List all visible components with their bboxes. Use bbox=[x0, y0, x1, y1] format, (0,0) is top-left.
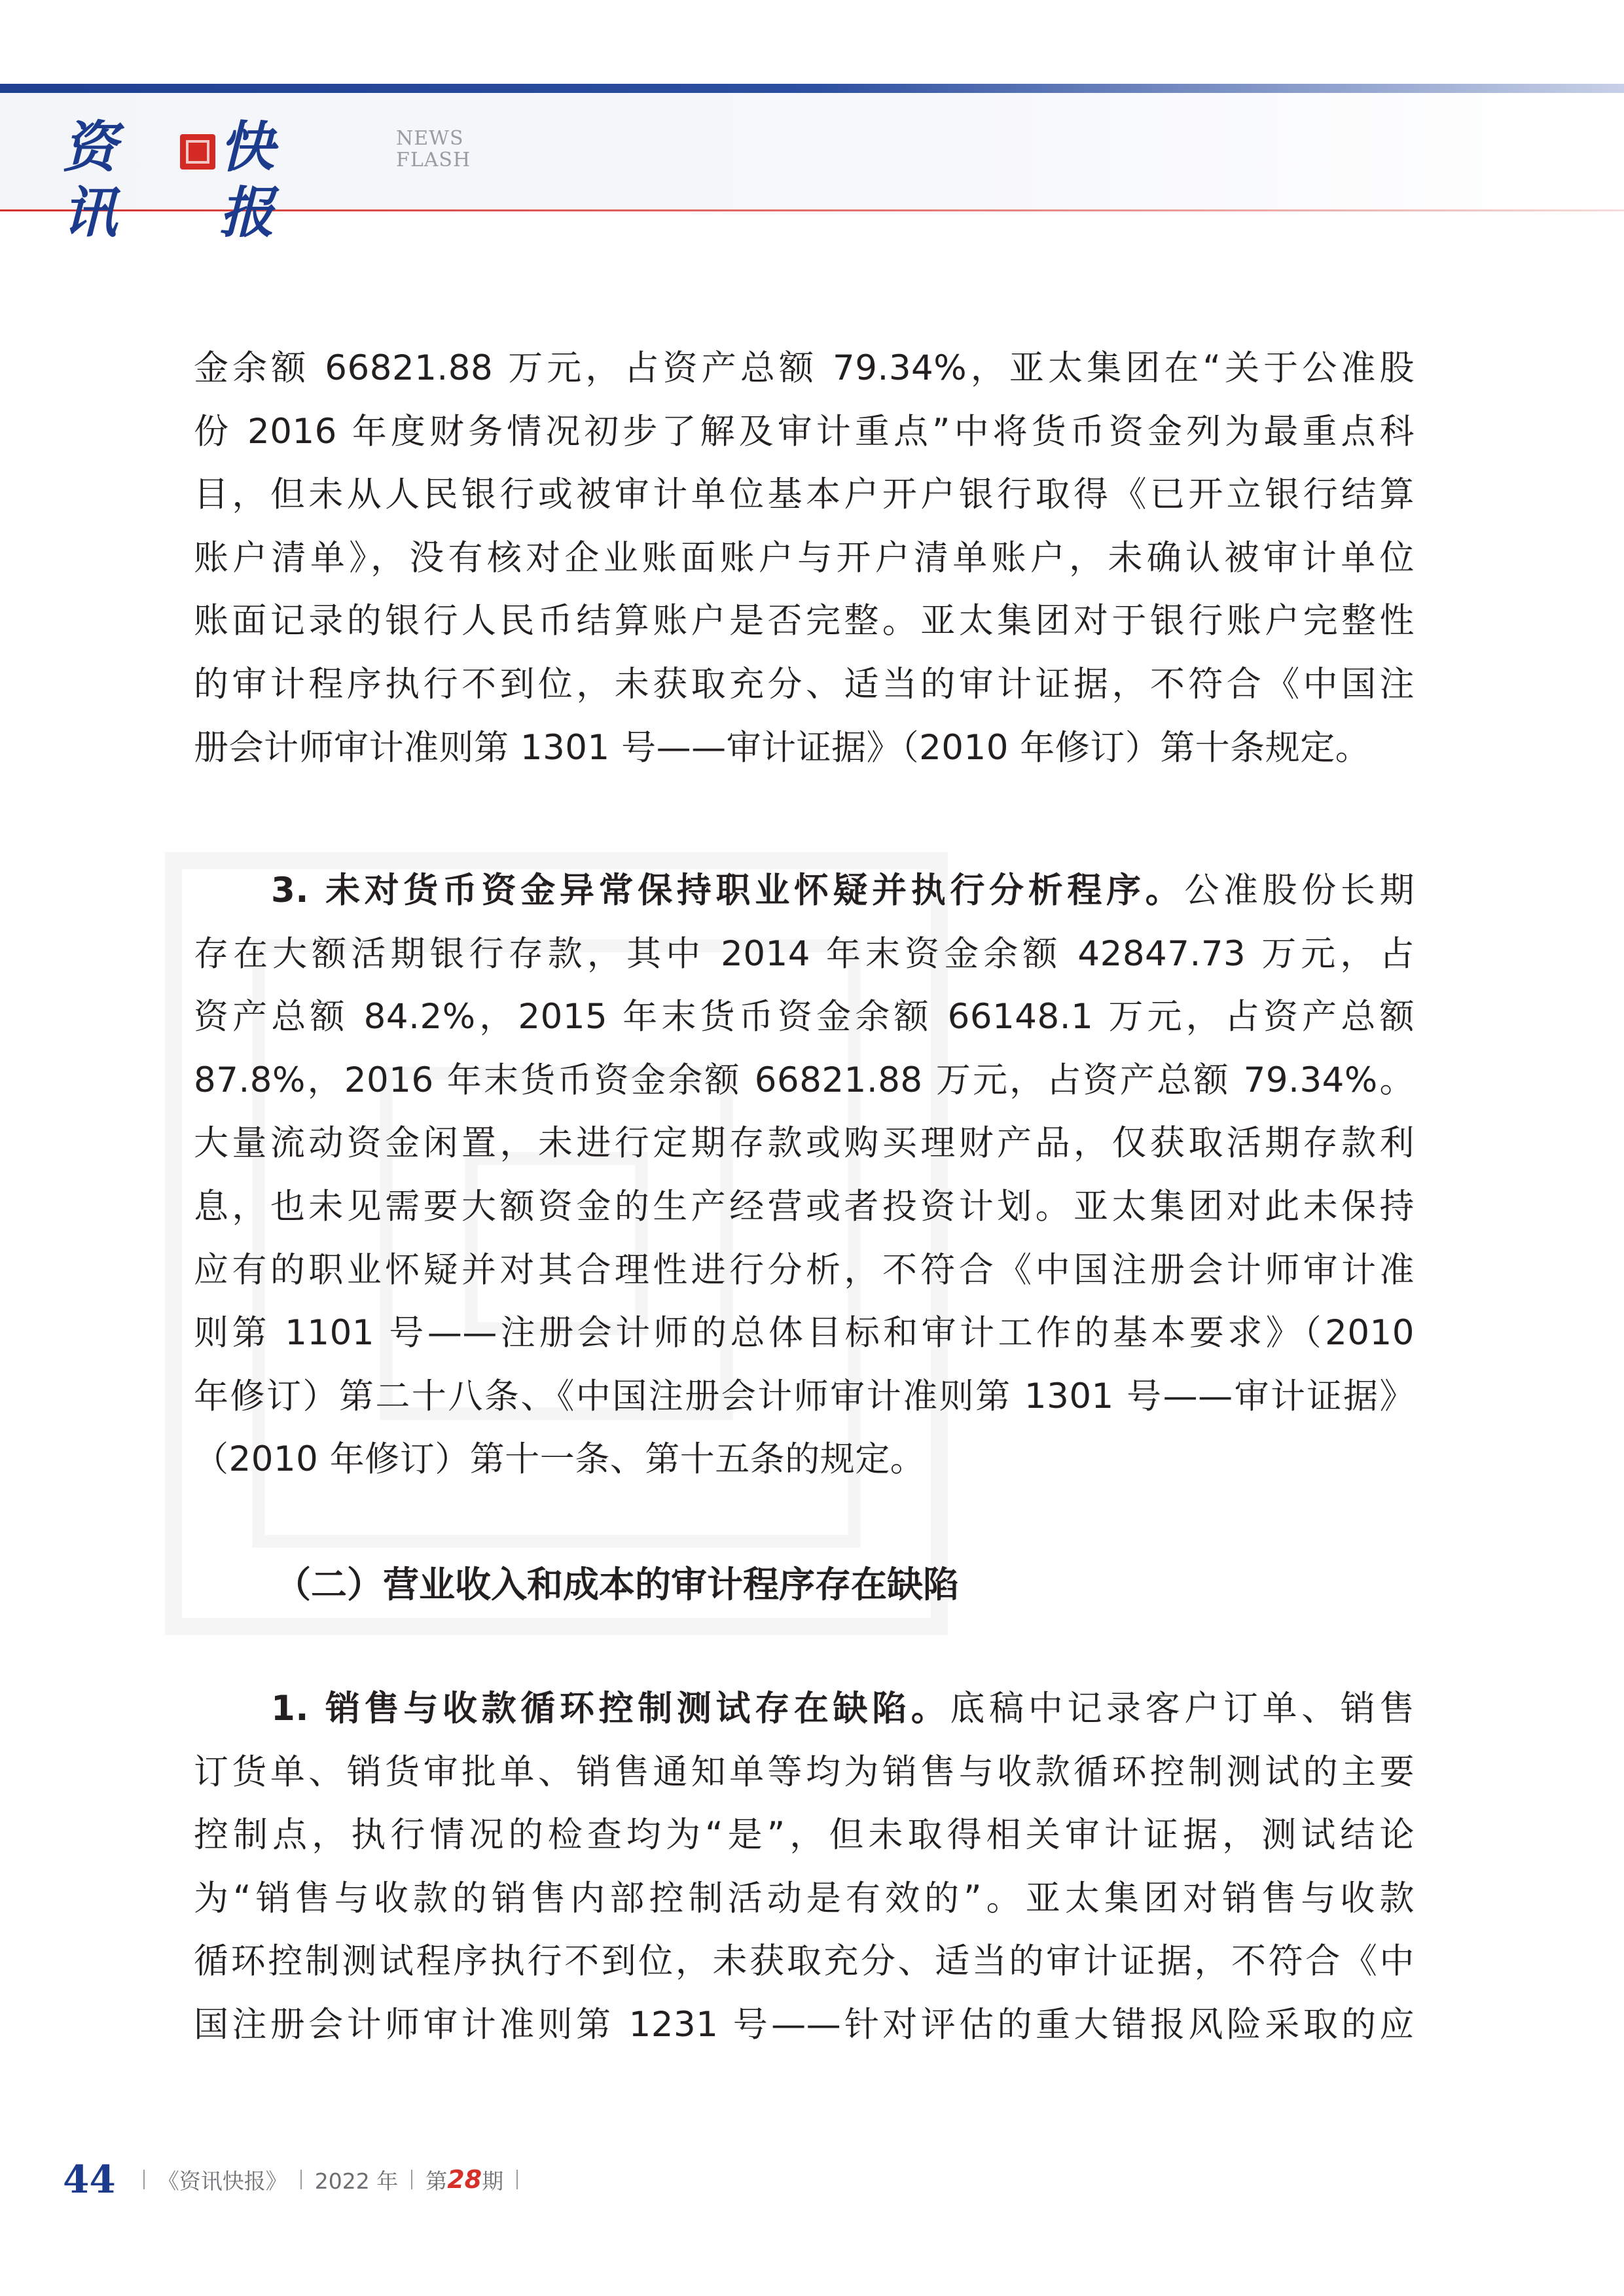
logo-right-text: 快报 bbox=[219, 115, 276, 245]
text-line bbox=[194, 1677, 1415, 1741]
footer-separator bbox=[411, 2170, 412, 2189]
page-number: 44 bbox=[63, 2157, 116, 2202]
text-line: 订货单、销货审批单、销售通知单等均为销售与收款循环控制测试的主要 bbox=[194, 1751, 1415, 1792]
text-line: 息，也未见需要大额资金的生产经营或者投资计划。亚太集团对此未保持 bbox=[194, 1186, 1415, 1227]
text-line: 年修订）第二十八条、《中国注册会计师审计准则第 1301 号——审计证据》 bbox=[194, 1376, 1415, 1416]
text-line: 账面记录的银行人民币结算账户是否完整。亚太集团对于银行账户完整性 bbox=[194, 601, 1415, 641]
footer-issue-suffix: 期 bbox=[482, 2168, 504, 2194]
text-line: 的审计程序执行不到位，未获取充分、适当的审计证据，不符合《中国注 bbox=[194, 664, 1415, 704]
paragraph-2 bbox=[194, 859, 1415, 1492]
page-footer bbox=[63, 2153, 531, 2206]
text-span: 公准股份长期 bbox=[1184, 870, 1415, 910]
footer-year: 2022 年 bbox=[314, 2168, 399, 2194]
paragraph-3 bbox=[194, 1677, 1415, 2057]
logo-english bbox=[396, 128, 471, 171]
footer-issue-prefix: 第 bbox=[425, 2168, 448, 2194]
text-line: 循环控制测试程序执行不到位，未获取充分、适当的审计证据，不符合《中 bbox=[194, 1941, 1415, 1982]
text-line: 87.8%，2016 年末货币资金余额 66821.88 万元，占资产总额 79.34%。 bbox=[194, 1060, 1415, 1100]
text-line: （2010 年修订）第十一条、第十五条的规定。 bbox=[194, 1439, 926, 1480]
text-line: 控制点，执行情况的检查均为“是”，但未取得相关审计证据，测试结论 bbox=[194, 1815, 1415, 1856]
text-line: 册会计师审计准则第 1301 号——审计证据》（2010 年修订）第十条规定。 bbox=[194, 727, 1371, 768]
logo-en-line2: FLASH bbox=[396, 149, 471, 171]
footer-issue-number: 28 bbox=[447, 2165, 482, 2194]
footer-publication: 《资讯快报》 bbox=[157, 2168, 287, 2194]
text-line: 账户清单》，没有核对企业账面账户与开户清单账户，未确认被审计单位 bbox=[194, 537, 1415, 578]
text-line bbox=[194, 859, 1415, 923]
text-line: 国注册会计师审计准则第 1231 号——针对评估的重大错报风险采取的应 bbox=[194, 2004, 1415, 2045]
text-line: 份 2016 年度财务情况初步了解及审计重点”中将货币资金列为最重点科 bbox=[194, 411, 1415, 452]
text-line: 目，但未从人民银行或被审计单位基本户开户银行取得《已开立银行结算 bbox=[194, 475, 1415, 515]
paragraph-lead: 3. 未对货币资金异常保持职业怀疑并执行分析程序。 bbox=[271, 870, 1185, 910]
paragraph-1 bbox=[194, 337, 1415, 780]
footer-separator bbox=[300, 2170, 302, 2189]
section-heading: （二）营业收入和成本的审计程序存在缺陷 bbox=[275, 1564, 960, 1605]
text-line: 存在大额活期银行存款，其中 2014 年末资金余额 42847.73 万元，占 bbox=[194, 933, 1415, 974]
header-top-bar bbox=[0, 84, 1624, 93]
text-line: 应有的职业怀疑并对其合理性进行分析，不符合《中国注册会计师审计准 bbox=[194, 1249, 1415, 1290]
logo-en-line1: NEWS bbox=[396, 127, 464, 150]
paragraph-lead: 1. 销售与收款循环控制测试存在缺陷。 bbox=[271, 1689, 950, 1729]
text-line: 金余额 66821.88 万元，占资产总额 79.34%，亚太集团在“关于公准股 bbox=[194, 348, 1415, 388]
text-line: 资产总额 84.2%，2015 年末货币资金余额 66148.1 万元，占资产总额 bbox=[194, 997, 1415, 1037]
logo-left-text: 资讯 bbox=[62, 115, 119, 245]
text-line: 大量流动资金闲置，未进行定期存款或购买理财产品，仅获取活期存款利 bbox=[194, 1123, 1415, 1164]
seal-icon bbox=[180, 134, 215, 170]
footer-separator bbox=[143, 2170, 145, 2189]
text-line: 为“销售与收款的销售内部控制活动是有效的”。亚太集团对销售与收款 bbox=[194, 1878, 1415, 1918]
footer-separator bbox=[516, 2170, 518, 2189]
text-span: 底稿中记录客户订单、销售 bbox=[950, 1689, 1415, 1729]
text-line: 则第 1101 号——注册会计师的总体目标和审计工作的基本要求》（2010 bbox=[194, 1313, 1415, 1354]
